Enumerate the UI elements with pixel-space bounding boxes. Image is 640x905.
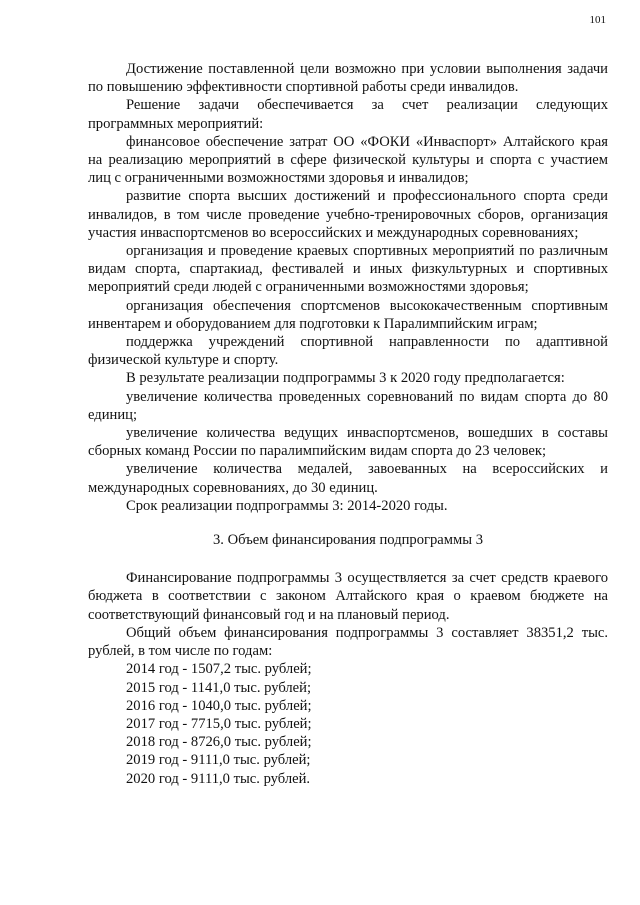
funding-year-2014: 2014 год - 1507,2 тыс. рублей; xyxy=(126,661,312,678)
paragraph-solution: Решение задачи обеспечивается за счет реализации следующих программных мероприятий: xyxy=(88,97,608,132)
paragraph-measure-events: организация и проведение краевых спортивных мероприятий по различным видам спорта, спартакиад, фестивалей и иных физкультурных и спортивных мероприятий среди людей с ограниченными возможностями здоровья; xyxy=(88,243,608,296)
paragraph-result-medals: увеличение количества медалей, завоеванных на всероссийских и международных соревнованиях, до 30 единиц. xyxy=(88,461,608,496)
paragraph-funding-source: Финансирование подпрограммы 3 осуществляется за счет средств краевого бюджета в соответствии с законом Алтайского края о краевом бюджете на соответствующий финансовый год и на плановый период. xyxy=(88,570,608,623)
funding-year-2018: 2018 год - 8726,0 тыс. рублей; xyxy=(126,734,312,751)
funding-year-2016: 2016 год - 1040,0 тыс. рублей; xyxy=(126,697,312,714)
funding-year-2015: 2015 год - 1141,0 тыс. рублей; xyxy=(126,679,312,696)
document-body xyxy=(88,60,608,788)
paragraph-expected-results: В результате реализации подпрограммы 3 к 2020 году предполагается: xyxy=(126,370,565,387)
paragraph-measure-high-achievement: развитие спорта высших достижений и профессионального спорта среди инвалидов, в том числе проведение учебно-тренировочных сборов, организация участия инваспортсменов во всероссийских и международных соревнованиях; xyxy=(88,188,608,241)
paragraph-result-athletes: увеличение количества ведущих инваспортсменов, вошедших в составы сборных команд России по паралимпийским видам спорта до 23 человек; xyxy=(88,425,608,460)
page-number: 101 xyxy=(589,14,606,26)
paragraph-result-competitions: увеличение количества проведенных соревнований по видам спорта до 80 единиц; xyxy=(88,388,608,423)
funding-year-2019: 2019 год - 9111,0 тыс. рублей; xyxy=(126,752,311,769)
section-heading: 3. Объем финансирования подпрограммы 3 xyxy=(213,532,483,549)
funding-year-2020: 2020 год - 9111,0 тыс. рублей. xyxy=(126,770,311,787)
funding-year-2017: 2017 год - 7715,0 тыс. рублей; xyxy=(126,715,312,732)
paragraph-measure-support: поддержка учреждений спортивной направленности по адаптивной физической культуре и спорту. xyxy=(88,334,608,369)
paragraph-measure-financing: финансовое обеспечение затрат ОО «ФОКИ «Инваспорт» Алтайского края на реализацию мероприятий в сфере физической культуры и спорта с участием лиц с ограниченными возможностями здоровья и инвалидов; xyxy=(88,133,608,187)
paragraph-measure-equipment: организация обеспечения спортсменов высококачественным спортивным инвентарем и оборудованием для подготовки к Паралимпийским играм; xyxy=(88,297,608,332)
paragraph-funding-total: Общий объем финансирования подпрограммы 3 составляет 38351,2 тыс. рублей, в том числе по годам: xyxy=(88,624,608,660)
paragraph-term: Срок реализации подпрограммы 3: 2014-2020 годы. xyxy=(126,497,448,514)
paragraph-goal: Достижение поставленной цели возможно при условии выполнения задачи по повышению эффективности спортивной работы среди инвалидов. xyxy=(88,61,608,96)
